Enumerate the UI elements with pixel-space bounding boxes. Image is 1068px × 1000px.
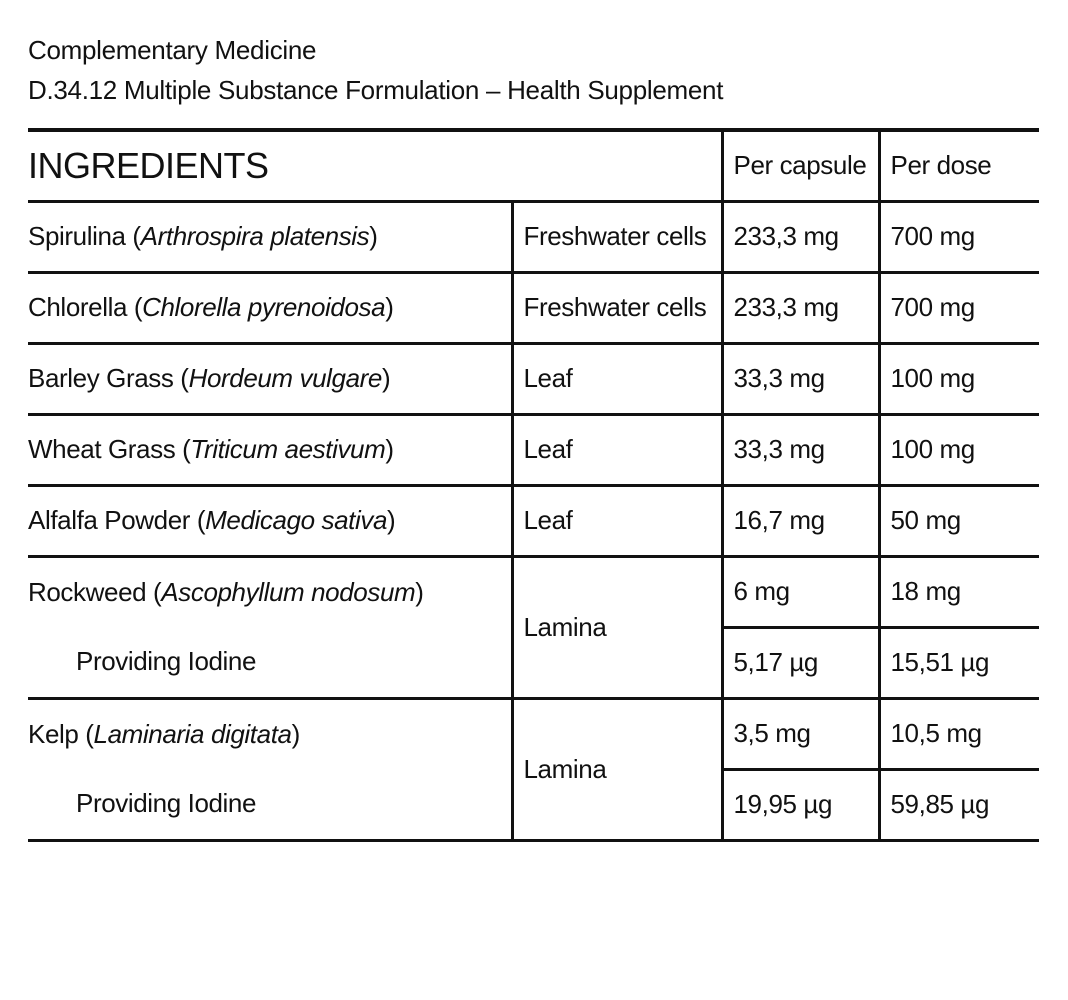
plant-part: Leaf <box>512 485 722 556</box>
table-row <box>28 698 1039 769</box>
ingredient-name: Rockweed (Ascophyllum nodosum) <box>28 576 424 607</box>
table-title: INGREDIENTS <box>28 130 722 201</box>
formulation-label: D.34.12 Multiple Substance Formulation – Health Supplement <box>28 75 724 105</box>
latin-name: Ascophyllum nodosum <box>161 576 416 607</box>
category-label: Complementary Medicine <box>28 35 317 65</box>
per-capsule-value: 6 mg <box>722 556 879 627</box>
per-dose-value: 50 mg <box>879 485 1039 556</box>
ingredient-name: Chlorella (Chlorella pyrenoidosa) <box>28 272 512 343</box>
per-dose-value: 100 mg <box>879 343 1039 414</box>
per-capsule-value: 19,95 µg <box>722 769 879 840</box>
per-capsule-value: 5,17 µg <box>722 627 879 698</box>
column-header-per-dose: Per dose <box>879 130 1039 201</box>
table-row <box>28 343 1039 414</box>
ingredient-name: Wheat Grass (Triticum aestivum) <box>28 414 512 485</box>
plant-part: Lamina <box>512 698 722 840</box>
per-capsule-value: 33,3 mg <box>722 414 879 485</box>
plant-part: Freshwater cells <box>512 201 722 272</box>
plant-part: Freshwater cells <box>512 272 722 343</box>
document-header <box>28 30 723 110</box>
table-header-row <box>28 130 1039 201</box>
table-row <box>28 414 1039 485</box>
latin-name: Chlorella pyrenoidosa <box>142 292 386 322</box>
per-dose-value: 700 mg <box>879 272 1039 343</box>
per-dose-value: 10,5 mg <box>879 698 1039 769</box>
table-row <box>28 485 1039 556</box>
plant-part: Lamina <box>512 556 722 698</box>
ingredient-name: Kelp (Laminaria digitata) <box>28 718 300 749</box>
ingredients-table <box>28 128 1039 842</box>
per-dose-value: 100 mg <box>879 414 1039 485</box>
ingredient-name: Barley Grass (Hordeum vulgare) <box>28 343 512 414</box>
sub-ingredient-name: Providing Iodine <box>28 627 512 698</box>
latin-name: Triticum aestivum <box>190 434 386 464</box>
column-header-per-capsule: Per capsule <box>722 130 879 201</box>
ingredient-name: Spirulina (Arthrospira platensis) <box>28 201 512 272</box>
per-capsule-value: 233,3 mg <box>722 272 879 343</box>
latin-name: Laminaria digitata <box>93 718 292 749</box>
table-row <box>28 201 1039 272</box>
latin-name: Arthrospira platensis <box>140 221 370 251</box>
latin-name: Hordeum vulgare <box>188 363 382 393</box>
per-dose-value: 59,85 µg <box>879 769 1039 840</box>
table-row <box>28 272 1039 343</box>
plant-part: Leaf <box>512 414 722 485</box>
latin-name: Medicago sativa <box>205 505 388 535</box>
per-capsule-value: 233,3 mg <box>722 201 879 272</box>
per-dose-value: 18 mg <box>879 556 1039 627</box>
per-dose-value: 700 mg <box>879 201 1039 272</box>
per-capsule-value: 33,3 mg <box>722 343 879 414</box>
per-capsule-value: 3,5 mg <box>722 698 879 769</box>
ingredient-name: Alfalfa Powder (Medicago sativa) <box>28 485 512 556</box>
table-row <box>28 556 1039 627</box>
sub-ingredient-name: Providing Iodine <box>28 769 512 840</box>
per-dose-value: 15,51 µg <box>879 627 1039 698</box>
plant-part: Leaf <box>512 343 722 414</box>
per-capsule-value: 16,7 mg <box>722 485 879 556</box>
